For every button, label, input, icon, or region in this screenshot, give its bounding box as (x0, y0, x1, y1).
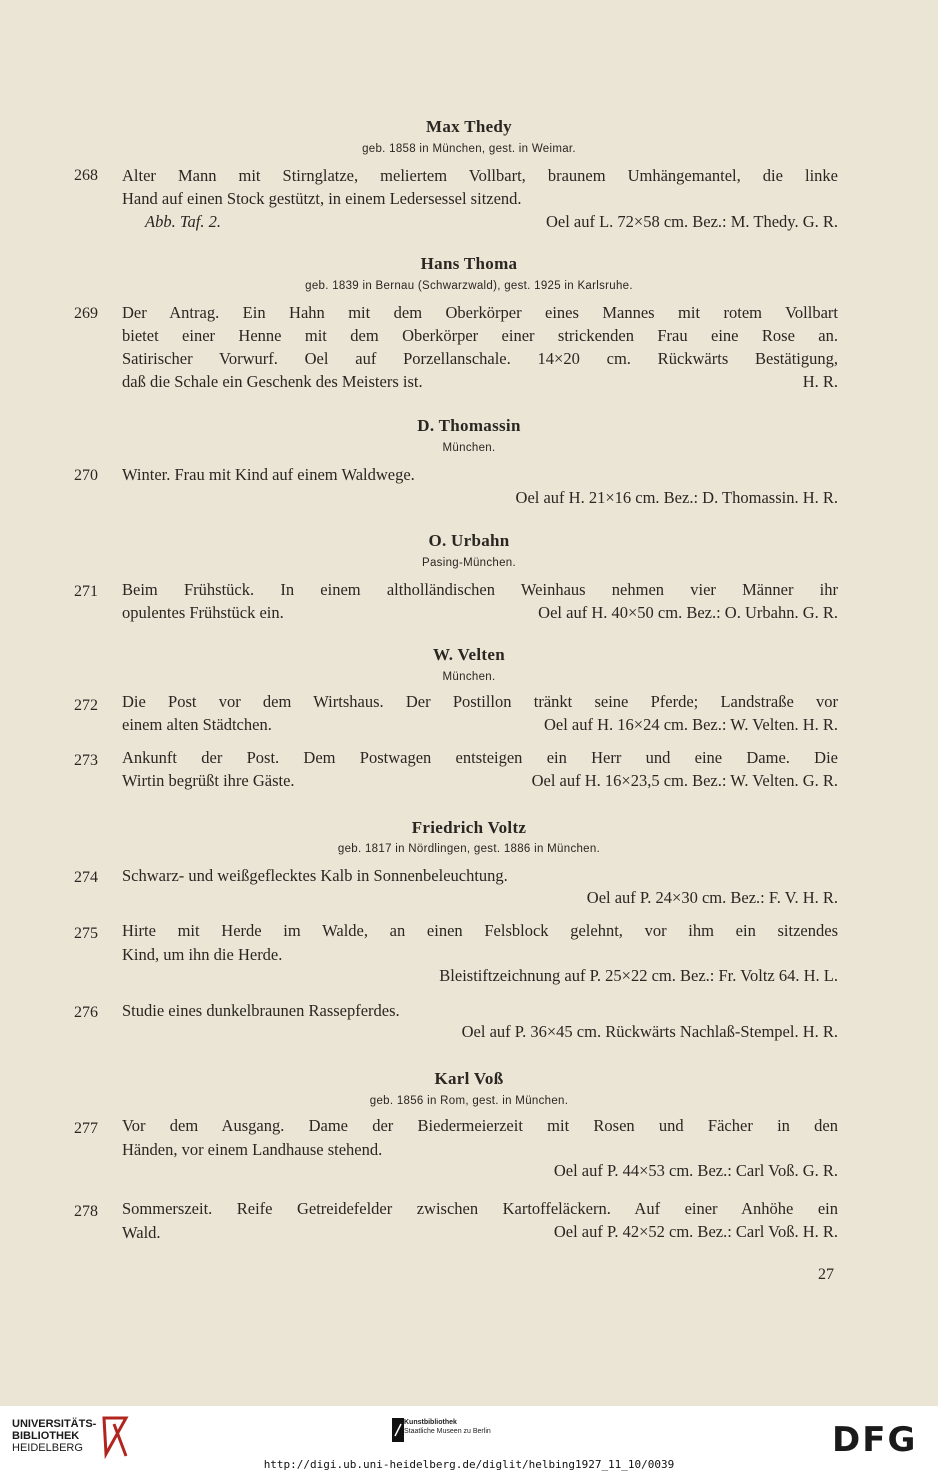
heidelberg-library-logo[interactable] (12, 1418, 96, 1454)
entry-text-line: Sommerszeit. Reife Getreidefelder zwischen Kartoffeläckern. Auf einer Anhöhe ein (122, 1199, 838, 1218)
entry-text-line: Händen, vor einem Landhause stehend. (122, 1140, 383, 1159)
entry-technical: Oel auf P. 24×30 cm. Bez.: F. V. H. R. (586, 888, 838, 907)
entry-technical: Oel auf P. 42×52 cm. Bez.: Carl Voß. H. R. (553, 1222, 838, 1241)
entry-technical: Bleistiftzeichnung auf P. 25×22 cm. Bez.: Fr. Voltz 64. H. L. (439, 966, 838, 985)
entry-number: 271 (74, 583, 98, 600)
artist-name: W. Velten (433, 645, 505, 664)
plate-reference: Abb. Taf. 2. (145, 212, 221, 231)
permalink[interactable]: http://digi.ub.uni-heidelberg.de/diglit/helbing1927_11_10/0039 (263, 1458, 675, 1471)
entry-text-line: opulentes Frühstück ein. (122, 603, 284, 622)
entry-technical: Oel auf P. 36×45 cm. Rückwärts Nachlaß-Stempel. H. R. (461, 1022, 838, 1041)
ub-emblem-icon (96, 1414, 130, 1460)
entry-number: 270 (74, 467, 98, 484)
artist-bio: geb. 1817 in Nördlingen, gest. 1886 in München. (337, 843, 601, 855)
entry-text-line: Vor dem Ausgang. Dame der Biedermeierzeit mit Rosen und Fächer in den (122, 1116, 838, 1135)
entry-technical: Oel auf L. 72×58 cm. Bez.: M. Thedy. G. R. (545, 212, 838, 231)
entry-text-line: Die Post vor dem Wirtshaus. Der Postillon tränkt seine Pferde; Landstraße vor (122, 692, 838, 711)
artist-name: Karl Voß (434, 1069, 504, 1088)
entry-text-line: einem alten Städtchen. (122, 715, 272, 734)
artist-bio: geb. 1858 in München, gest. in Weimar. (362, 143, 576, 155)
artist-bio: München. (442, 671, 496, 683)
artist-bio: München. (442, 442, 496, 454)
entry-number: 272 (74, 697, 98, 714)
dfg-logo[interactable]: DFG (832, 1420, 918, 1460)
kunstbibliothek-logo[interactable] (404, 1418, 491, 1436)
artist-bio: geb. 1839 in Bernau (Schwarzwald), gest. 1925 in Karlsruhe. (305, 280, 633, 292)
entry-technical: Oel auf P. 44×53 cm. Bez.: Carl Voß. G. R. (553, 1161, 838, 1180)
entry-text-line: Ankunft der Post. Dem Postwagen entsteigen ein Herr und eine Dame. Die (122, 748, 838, 767)
ub-logo-line: HEIDELBERG (12, 1442, 83, 1454)
entry-text-line: Satirischer Vorwurf. Oel auf Porzellanschale. 14×20 cm. Rückwärts Bestätigung, (122, 349, 838, 368)
entry-number: 275 (74, 925, 98, 942)
artist-bio: Pasing-München. (422, 557, 516, 569)
entry-number: 278 (74, 1203, 98, 1220)
digitization-footer (0, 1406, 938, 1474)
artist-name: D. Thomassin (417, 416, 521, 435)
artist-name: O. Urbahn (428, 531, 510, 550)
kb-logo-line: Kunstbibliothek (404, 1419, 457, 1426)
entry-text-line: Winter. Frau mit Kind auf einem Waldwege. (122, 465, 415, 484)
artist-name: Hans Thoma (420, 254, 518, 273)
entry-number: 277 (74, 1120, 98, 1137)
kb-logo-line: Staatliche Museen zu Berlin (404, 1428, 491, 1435)
entry-text-line: Beim Frühstück. In einem altholländischen Weinhaus nehmen vier Männer ihr (122, 580, 838, 599)
artist-bio: geb. 1856 in Rom, gest. in München. (369, 1095, 569, 1107)
museum-logo-icon (392, 1418, 404, 1442)
entry-text-line: Schwarz- und weißgeflecktes Kalb in Sonnenbeleuchtung. (122, 866, 508, 885)
entry-technical: Oel auf H. 16×23,5 cm. Bez.: W. Velten. G. R. (531, 771, 838, 790)
entry-text-line: Hirte mit Herde im Walde, an einen Felsblock gelehnt, vor ihm ein sitzendes (122, 921, 838, 940)
entry-text-line: Studie eines dunkelbraunen Rassepferdes. (122, 1001, 400, 1020)
entry-number: 276 (74, 1004, 98, 1021)
page-number: 27 (818, 1266, 834, 1283)
entry-text-line: Alter Mann mit Stirnglatze, meliertem Vollbart, braunem Umhängemantel, die linke (122, 166, 838, 185)
entry-text-line: Wirtin begrüßt ihre Gäste. (122, 771, 295, 790)
entry-number: 269 (74, 305, 98, 322)
entry-technical: H. R. (802, 372, 838, 391)
entry-number: 274 (74, 869, 98, 886)
entry-text-line: bietet einer Henne mit dem Oberkörper einer strickenden Frau eine Rose an. (122, 326, 838, 345)
artist-name: Friedrich Voltz (411, 818, 527, 837)
entry-text-line: Hand auf einen Stock gestützt, in einem Ledersessel sitzend. (122, 189, 522, 208)
entry-number: 273 (74, 752, 98, 769)
entry-technical: Oel auf H. 16×24 cm. Bez.: W. Velten. H. R. (543, 715, 838, 734)
entry-text-line: Kind, um ihn die Herde. (122, 945, 283, 964)
entry-text-line: daß die Schale ein Geschenk des Meisters ist. (122, 372, 423, 391)
entry-text-line: Der Antrag. Ein Hahn mit dem Oberkörper eines Mannes mit rotem Vollbart (122, 303, 838, 322)
ub-logo-line: BIBLIOTHEK (12, 1430, 80, 1442)
ub-logo-line: UNIVERSITÄTS- (12, 1418, 97, 1430)
entry-technical: Oel auf H. 40×50 cm. Bez.: O. Urbahn. G. R. (538, 603, 838, 622)
entry-number: 268 (74, 167, 98, 184)
artist-name: Max Thedy (426, 117, 512, 136)
entry-technical: Oel auf H. 21×16 cm. Bez.: D. Thomassin. H. R. (515, 488, 838, 507)
entry-text-line: Wald. (122, 1223, 161, 1242)
